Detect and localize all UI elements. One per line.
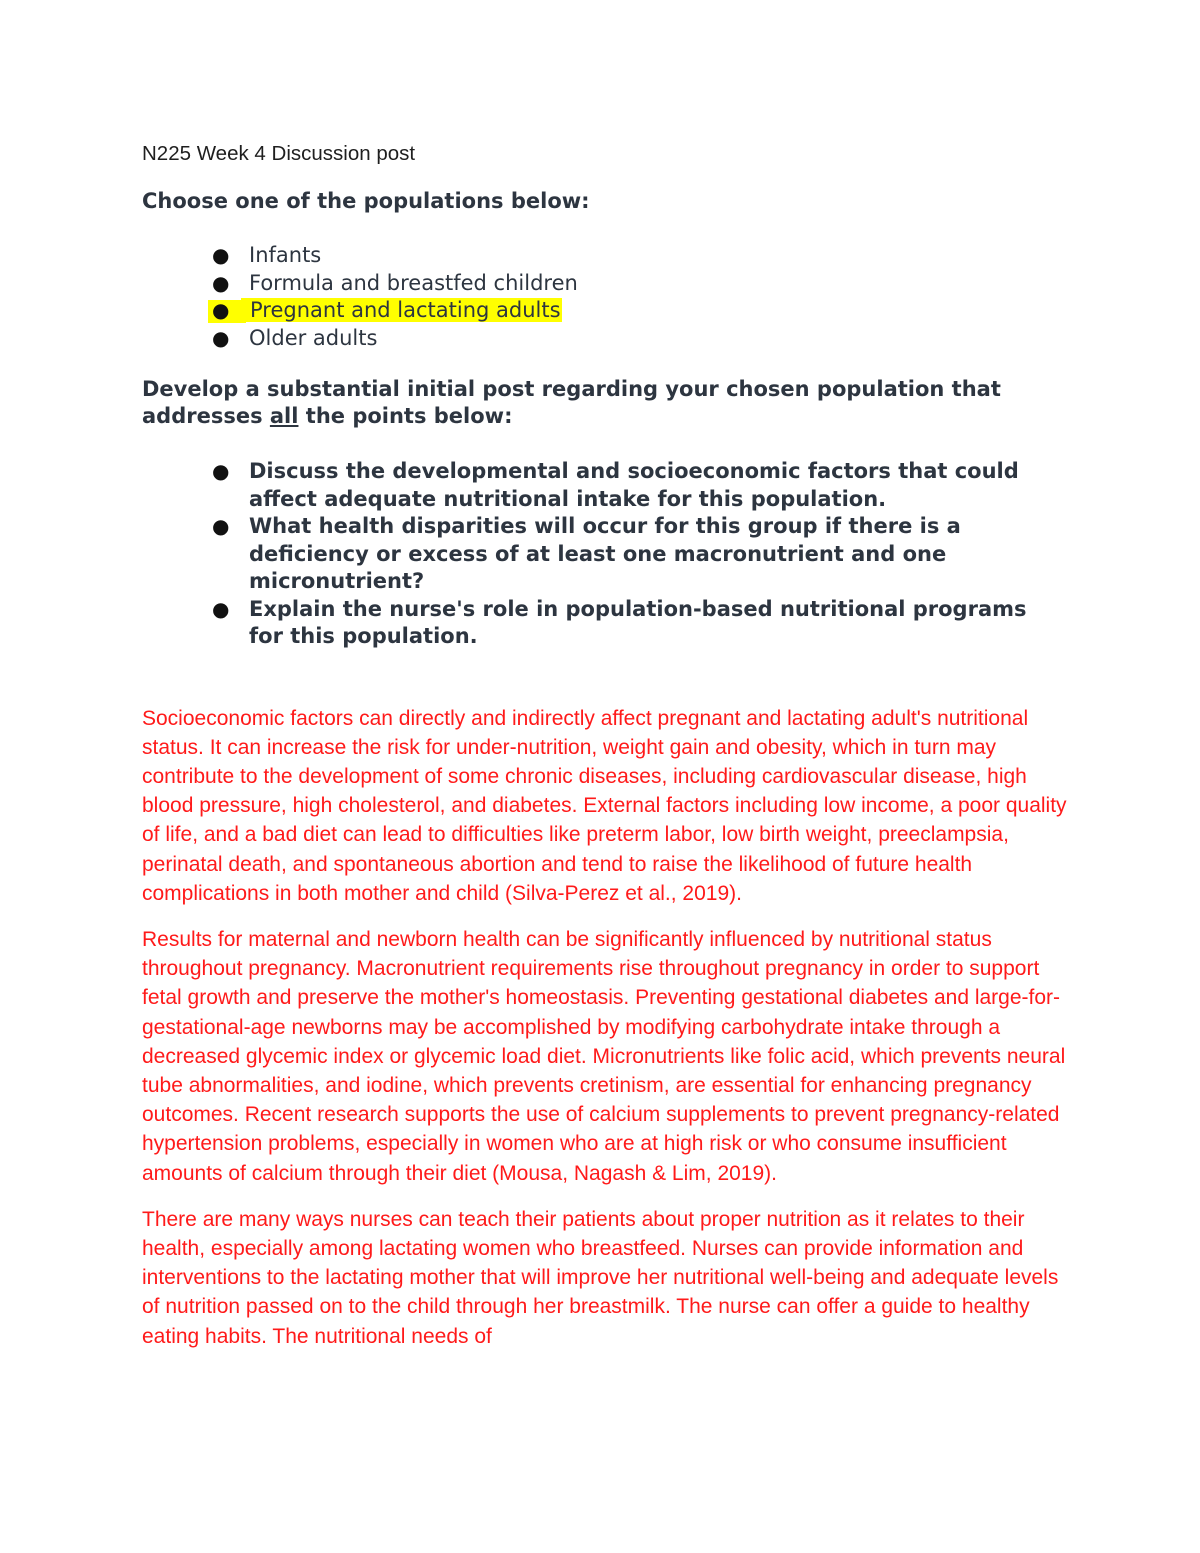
list-item	[142, 596, 1067, 651]
develop-heading-part1: Develop a substantial initial post regarding your chosen population that addresses	[142, 377, 1001, 428]
population-label: Infants	[249, 243, 322, 267]
bullet-icon: ●	[212, 298, 230, 322]
bullet-icon: ●	[212, 514, 230, 538]
list-item	[142, 513, 1067, 596]
document-body	[142, 140, 1067, 1351]
population-list	[142, 242, 1067, 352]
list-item	[142, 325, 1067, 353]
develop-heading	[142, 376, 1067, 430]
document-title: N225 Week 4 Discussion post	[142, 142, 416, 165]
develop-heading-underlined: all	[269, 404, 299, 428]
bullet-icon: ●	[212, 459, 230, 483]
list-item	[142, 458, 1067, 513]
population-label-highlighted: Pregnant and lactating adults	[241, 298, 562, 322]
bullet-icon: ●	[212, 270, 230, 295]
point-text: Explain the nurse's role in population-based nutritional programs for this population.	[249, 596, 1027, 648]
bullet-icon: ●	[212, 243, 230, 267]
answer-paragraph: There are many ways nurses can teach their patients about proper nutrition as it relates to their health, especially among lactating women who breastfeed. Nurses can provide information and interventions to the lactating mother that will improve her nutritional well-being and adequate levels of nutrition passed on to the child through her breastmilk. The nurse can offer a guide to healthy eating habits. The nutritional needs of	[142, 1207, 1059, 1348]
population-label: Older adults	[249, 325, 378, 350]
answer-paragraph: Results for maternal and newborn health can be significantly influenced by nutritional status throughout pregnancy. Macronutrient requirements rise throughout pregnancy in order to support fetal growth and preserve the mother's homeostasis. Preventing gestational diabetes and large-for-gestational-age newborns may be accomplished by modifying carbohydrate intake through a decreased glycemic index or glycemic load diet. Micronutrients like folic acid, which prevents neural tube abnormalities, and iodine, which prevents cretinism, are essential for enhancing pregnancy outcomes. Recent research supports the use of calcium supplements to prevent pregnancy-related hypertension problems, especially in women who are at high risk or who consume insufficient amounts of calcium through their diet (Mousa, Nagash & Lim, 2019).	[142, 927, 1066, 1185]
bullet-icon: ●	[212, 596, 230, 621]
point-text: What health disparities will occur for this group if there is a deficiency or excess of at least one macronutrient and one micronutrient?	[249, 514, 961, 593]
develop-heading-part2: the points below:	[298, 404, 513, 428]
list-item-highlighted	[142, 297, 1067, 325]
choose-heading: Choose one of the populations below:	[142, 189, 590, 213]
points-list	[142, 458, 1067, 651]
list-item	[142, 270, 1067, 298]
list-item	[142, 242, 1067, 270]
bullet-icon: ●	[212, 325, 230, 350]
answer-paragraph: Socioeconomic factors can directly and indirectly affect pregnant and lactating adult's nutritional status. It can increase the risk for under-nutrition, weight gain and obesity, which in turn may contribute to the development of some chronic diseases, including cardiovascular disease, high blood pressure, high cholesterol, and diabetes. External factors including low income, a poor quality of life, and a bad diet can lead to difficulties like preterm labor, low birth weight, preeclampsia, perinatal death, and spontaneous abortion and tend to raise the likelihood of future health complications in both mother and child (Silva-Perez et al., 2019).	[142, 706, 1067, 905]
population-label: Formula and breastfed children	[249, 270, 578, 295]
point-text: Discuss the developmental and socioeconomic factors that could affect adequate nutritional intake for this population.	[249, 459, 1019, 511]
